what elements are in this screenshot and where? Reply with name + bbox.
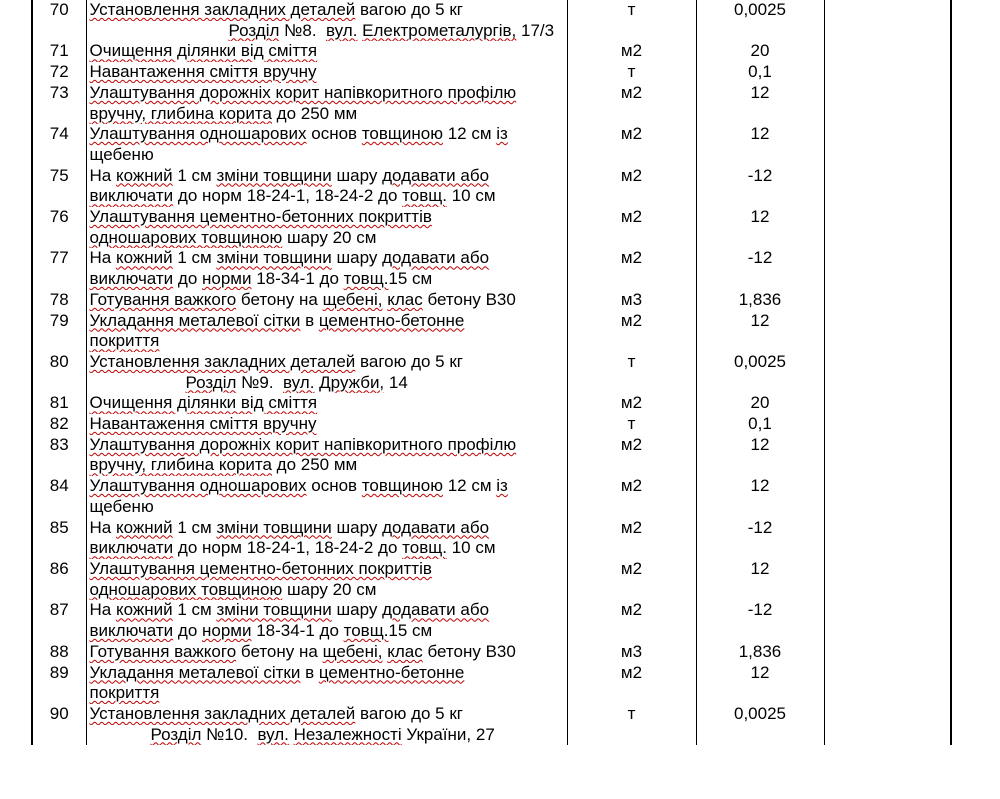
misspelled-word: вул. — [326, 20, 358, 40]
description-cell — [86, 414, 567, 435]
quantity-cell: -12 — [696, 600, 824, 641]
text-segment: №8. — [279, 20, 326, 40]
text-segment: 1 см — [172, 517, 217, 537]
row-number-cell: 75 — [49, 165, 69, 185]
misspelled-word: вул. — [283, 372, 315, 392]
quantity-cell: 12 — [696, 559, 824, 600]
misspelled-word: Розділ — [185, 372, 237, 392]
misspelled-word: Очищення ділянки від сміття — [89, 393, 318, 413]
empty-cell — [824, 725, 951, 746]
misspelled-word: вручну, глибина корита — [89, 103, 272, 123]
table-row-item — [32, 352, 951, 373]
text-segment: 1 см — [172, 248, 217, 268]
misspelled-word: зміни товщини — [216, 517, 332, 537]
misspelled-word: Електрометалургів, — [362, 20, 517, 40]
unit-cell: м2 — [567, 559, 696, 600]
row-number-cell: 89 — [49, 662, 69, 682]
misspelled-word: зміни товщини — [216, 248, 332, 268]
empty-cell — [824, 704, 951, 725]
misspelled-word: кожний — [115, 248, 173, 268]
row-number-cell: 82 — [49, 414, 69, 434]
table-row-item — [32, 435, 951, 476]
misspelled-word: Розділ — [228, 20, 280, 40]
text-segment: шару 20 см — [282, 227, 377, 247]
misspelled-word: Очищення ділянки від сміття — [89, 41, 318, 61]
quantity-cell: 0,1 — [696, 414, 824, 435]
unit-cell: м3 — [567, 290, 696, 311]
misspelled-word: щебені, — [322, 289, 383, 309]
unit-cell: м2 — [567, 476, 696, 517]
table-row-item — [32, 414, 951, 435]
text-segment: шару — [331, 600, 383, 620]
misspelled-word: зміни товщини — [216, 600, 332, 620]
quantity-cell: 1,836 — [696, 290, 824, 311]
quantity-cell: 12 — [696, 207, 824, 248]
empty-cell — [824, 124, 951, 165]
text-segment: На — [89, 517, 116, 537]
misspelled-word: зміни товщини — [216, 165, 332, 185]
row-number-cell: 74 — [49, 124, 69, 144]
misspelled-word: цементно-бетонне — [318, 310, 465, 330]
misspelled-word: Улаштування цементно-бетонних покриттів — [89, 558, 432, 578]
misspelled-word: Укладання металевої сітки — [89, 662, 301, 682]
text-segment: вагою до 5 кг — [355, 351, 463, 371]
table-row-item — [32, 518, 951, 559]
empty-cell — [824, 476, 951, 517]
text-segment: 15 см — [388, 269, 433, 289]
description-cell — [86, 352, 567, 373]
table-row-item — [32, 311, 951, 352]
table-row-section-header — [32, 725, 951, 746]
quantity-cell: -12 — [696, 166, 824, 207]
text-segment: до норм 18-24-1, 18-24-2 до — [173, 538, 403, 558]
unit-cell: м2 — [567, 393, 696, 414]
misspelled-word: одношарових товщиною — [89, 227, 283, 247]
misspelled-word: Незалежності — [293, 724, 402, 744]
description-cell — [86, 41, 567, 62]
description-cell — [86, 704, 567, 725]
table-row-item — [32, 83, 951, 124]
row-number-cell: 87 — [49, 600, 69, 620]
text-segment: бетону В30 — [422, 641, 516, 661]
unit-cell: м2 — [567, 41, 696, 62]
description-cell — [86, 290, 567, 311]
quantity-cell: 12 — [696, 83, 824, 124]
text-segment: №9. — [236, 372, 283, 392]
misspelled-word: Розділ — [150, 724, 202, 744]
table-row-item — [32, 559, 951, 600]
text-segment: основ — [306, 124, 362, 144]
text-segment: На — [89, 600, 116, 620]
misspelled-word: Установлення закладних деталей — [89, 0, 356, 19]
text-segment: до — [173, 621, 202, 641]
misspelled-word: кожний — [115, 165, 173, 185]
misspelled-word: додавати або — [382, 248, 490, 268]
misspelled-word: товщ. — [402, 186, 447, 206]
description-cell — [86, 83, 567, 124]
empty-cell — [824, 21, 951, 42]
row-number-cell: 78 — [49, 289, 69, 309]
misspelled-word: додавати або — [382, 600, 490, 620]
misspelled-word: вул. — [257, 724, 289, 744]
quantity-cell: 0,0025 — [696, 352, 824, 373]
description-cell — [86, 207, 567, 248]
misspelled-word: виключати — [89, 269, 174, 289]
unit-cell: м2 — [567, 83, 696, 124]
quantity-cell: 12 — [696, 124, 824, 165]
table-row-section-header — [32, 373, 951, 394]
empty-cell — [824, 248, 951, 289]
description-cell — [86, 124, 567, 165]
empty-cell — [824, 373, 951, 394]
quantity-cell: 0,1 — [696, 62, 824, 83]
unit-cell: м2 — [567, 600, 696, 641]
text-segment: вагою до 5 кг — [355, 0, 463, 19]
empty-cell — [824, 559, 951, 600]
text-segment: На — [89, 165, 116, 185]
text-segment: шару — [331, 517, 383, 537]
text-segment: 12 см — [442, 124, 497, 144]
misspelled-word: Навантаження сміття вручну — [89, 414, 317, 434]
misspelled-word: щебені, — [322, 641, 383, 661]
text-segment: щебеню — [89, 144, 154, 164]
text-segment: 10 см — [446, 538, 496, 558]
row-number-cell: 76 — [49, 207, 69, 227]
quantity-cell — [696, 21, 824, 42]
quantity-cell: -12 — [696, 248, 824, 289]
misspelled-word: клас — [387, 289, 423, 309]
table-row-item — [32, 62, 951, 83]
table-row-section-header — [32, 21, 951, 42]
description-cell — [86, 311, 567, 352]
unit-cell — [567, 725, 696, 746]
text-segment: до 250 мм — [271, 103, 358, 123]
misspelled-word: Улаштування дорожніх корит напівкоритного профілю — [89, 82, 517, 102]
text-segment: бетону на — [236, 641, 323, 661]
section-header-cell — [86, 21, 567, 42]
empty-cell — [824, 663, 951, 704]
row-number-cell: 72 — [49, 62, 69, 82]
empty-cell — [824, 600, 951, 641]
misspelled-word: Готування важкого — [89, 641, 237, 661]
table-row-item — [32, 663, 951, 704]
unit-cell — [567, 21, 696, 42]
section-header-cell — [86, 725, 567, 746]
misspelled-word: клас — [387, 641, 423, 661]
misspelled-word: Улаштування дорожніх корит напівкоритного профілю — [89, 434, 517, 454]
quantity-cell: 0,0025 — [696, 704, 824, 725]
quantity-cell: 12 — [696, 435, 824, 476]
unit-cell: т — [567, 352, 696, 373]
table-row-item — [32, 41, 951, 62]
misspelled-word: норми — [202, 621, 252, 641]
description-cell — [86, 435, 567, 476]
row-number-cell: 88 — [49, 641, 69, 661]
unit-cell: м2 — [567, 663, 696, 704]
text-segment: щебеню — [89, 496, 154, 516]
quantity-cell: 0,0025 — [696, 0, 824, 21]
unit-cell: м2 — [567, 124, 696, 165]
description-cell — [86, 600, 567, 641]
text-segment: бетону на — [236, 289, 323, 309]
text-segment: 18-34-1 до — [251, 269, 344, 289]
unit-cell: м2 — [567, 435, 696, 476]
misspelled-word: одношарових товщиною — [89, 579, 283, 599]
misspelled-word: покриття — [89, 683, 160, 703]
table-row-item — [32, 642, 951, 663]
quantity-cell: 1,836 — [696, 642, 824, 663]
misspelled-word: додавати або — [382, 165, 490, 185]
misspelled-word: із — [496, 124, 508, 144]
empty-cell — [824, 352, 951, 373]
description-cell — [86, 0, 567, 21]
table-row-item — [32, 0, 951, 21]
misspelled-word: норми — [202, 269, 252, 289]
text-segment: 14 — [384, 372, 408, 392]
row-number-cell: 83 — [49, 434, 69, 454]
table-row-item — [32, 393, 951, 414]
unit-cell: т — [567, 62, 696, 83]
description-cell — [86, 248, 567, 289]
misspelled-word: товщиною — [361, 476, 443, 496]
empty-cell — [824, 518, 951, 559]
table-row-item — [32, 600, 951, 641]
text-segment: На — [89, 248, 116, 268]
row-number-cell: 81 — [49, 393, 69, 413]
empty-cell — [824, 166, 951, 207]
empty-cell — [824, 435, 951, 476]
text-segment: 1 см — [172, 165, 217, 185]
misspelled-word: Дружби, — [319, 372, 385, 392]
text-segment: №10. — [201, 724, 258, 744]
text-segment: в — [300, 310, 319, 330]
unit-cell: м2 — [567, 248, 696, 289]
row-number-cell: 79 — [49, 310, 69, 330]
text-segment: до — [173, 269, 202, 289]
row-number-cell — [32, 21, 86, 42]
empty-cell — [824, 62, 951, 83]
description-cell — [86, 476, 567, 517]
empty-cell — [824, 642, 951, 663]
text-segment: бетону В30 — [422, 289, 516, 309]
misspelled-word: Навантаження сміття вручну — [89, 62, 317, 82]
text-segment: шару 20 см — [282, 579, 377, 599]
row-number-cell — [32, 725, 86, 746]
row-number-cell: 90 — [49, 703, 69, 723]
quantity-cell: 12 — [696, 663, 824, 704]
table-row-item — [32, 476, 951, 517]
unit-cell — [567, 373, 696, 394]
empty-cell — [824, 290, 951, 311]
misspelled-word: Установлення закладних деталей — [89, 703, 356, 723]
misspelled-word: вручну, глибина корита — [89, 455, 272, 475]
misspelled-word: товщ. — [343, 621, 389, 641]
empty-cell — [824, 311, 951, 352]
misspelled-word: товщ. — [343, 269, 389, 289]
description-cell — [86, 62, 567, 83]
unit-cell: т — [567, 414, 696, 435]
misspelled-word: виключати — [89, 621, 174, 641]
table-row-item — [32, 704, 951, 725]
text-segment: 17/3 — [516, 20, 555, 40]
text-segment: шару — [331, 248, 383, 268]
text-segment: 10 см — [446, 186, 496, 206]
empty-cell — [824, 393, 951, 414]
misspelled-word: виключати — [89, 186, 174, 206]
misspelled-word: Улаштування цементно-бетонних покриттів — [89, 207, 432, 227]
description-cell — [86, 393, 567, 414]
description-cell — [86, 166, 567, 207]
row-number-cell: 80 — [49, 351, 69, 371]
unit-cell: м2 — [567, 311, 696, 352]
quantity-cell: -12 — [696, 518, 824, 559]
misspelled-word: Готування важкого — [89, 289, 237, 309]
description-cell — [86, 663, 567, 704]
text-segment: України, 27 — [401, 724, 495, 744]
misspelled-word: Улаштування одношарових — [89, 476, 307, 496]
unit-cell: м2 — [567, 518, 696, 559]
text-segment: основ — [306, 476, 362, 496]
table-row-item — [32, 166, 951, 207]
text-segment: 15 см — [388, 621, 433, 641]
text-segment: 1 см — [172, 600, 217, 620]
quantity-cell — [696, 725, 824, 746]
section-header-cell — [86, 373, 567, 394]
empty-cell — [824, 83, 951, 124]
table-row-item — [32, 248, 951, 289]
unit-cell: м3 — [567, 642, 696, 663]
misspelled-word: товщ. — [402, 538, 447, 558]
row-number-cell: 73 — [49, 82, 69, 102]
table-row-item — [32, 124, 951, 165]
unit-cell: м2 — [567, 207, 696, 248]
quantity-cell: 20 — [696, 393, 824, 414]
unit-cell: м2 — [567, 166, 696, 207]
table-row-item — [32, 207, 951, 248]
quantity-cell — [696, 373, 824, 394]
table-row-item — [32, 290, 951, 311]
misspelled-word: кожний — [115, 600, 173, 620]
quantity-cell: 12 — [696, 311, 824, 352]
misspelled-word: кожний — [115, 517, 173, 537]
row-number-cell: 77 — [49, 248, 69, 268]
misspelled-word: виключати — [89, 538, 174, 558]
unit-cell: т — [567, 0, 696, 21]
row-number-cell — [32, 373, 86, 394]
misspelled-word: покриття — [89, 331, 160, 351]
description-cell — [86, 518, 567, 559]
text-segment: шару — [331, 165, 383, 185]
quantity-cell: 20 — [696, 41, 824, 62]
description-cell — [86, 559, 567, 600]
misspelled-word: додавати або — [382, 517, 490, 537]
row-number-cell: 70 — [49, 0, 69, 19]
quantity-cell: 12 — [696, 476, 824, 517]
row-number-cell: 71 — [49, 41, 69, 61]
text-segment: до 250 мм — [271, 455, 358, 475]
works-table-body — [32, 0, 951, 745]
misspelled-word: із — [496, 476, 508, 496]
works-estimate-table — [31, 0, 952, 745]
misspelled-word: цементно-бетонне — [318, 662, 465, 682]
empty-cell — [824, 207, 951, 248]
empty-cell — [824, 41, 951, 62]
empty-cell — [824, 414, 951, 435]
misspelled-word: товщиною — [361, 124, 443, 144]
text-segment: в — [300, 662, 319, 682]
row-number-cell: 84 — [49, 476, 69, 496]
unit-cell: т — [567, 704, 696, 725]
text-segment: вагою до 5 кг — [355, 703, 463, 723]
row-number-cell: 85 — [49, 517, 69, 537]
description-cell — [86, 642, 567, 663]
misspelled-word: Укладання металевої сітки — [89, 310, 301, 330]
text-segment: 12 см — [442, 476, 497, 496]
text-segment: 18-34-1 до — [251, 621, 344, 641]
empty-cell — [824, 0, 951, 21]
text-segment: до норм 18-24-1, 18-24-2 до — [173, 186, 403, 206]
misspelled-word: Установлення закладних деталей — [89, 351, 356, 371]
row-number-cell: 86 — [49, 558, 69, 578]
misspelled-word: Улаштування одношарових — [89, 124, 307, 144]
